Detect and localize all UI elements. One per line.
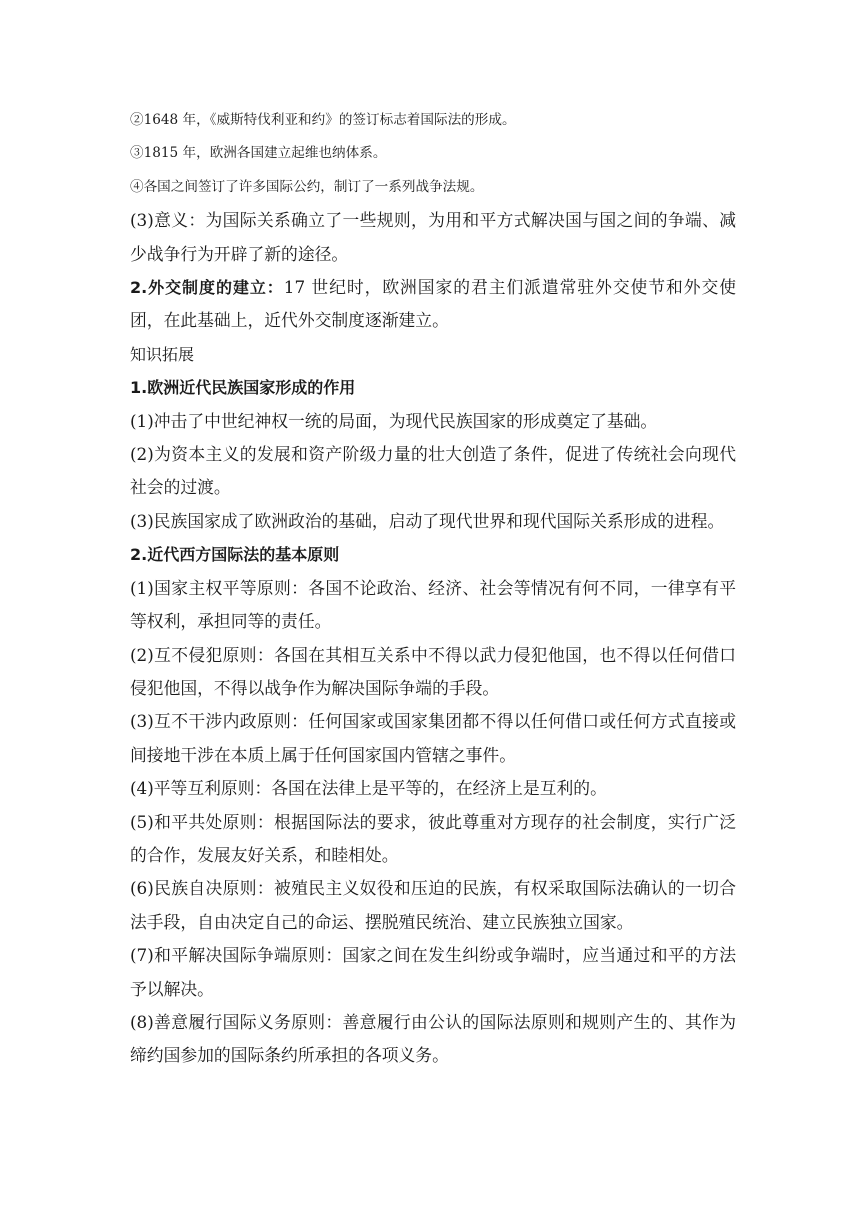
section-knowledge-extension: 知识拓展 bbox=[130, 344, 195, 364]
diplomacy-heading: 2.外交制度的建立： bbox=[130, 278, 284, 298]
point-3: (3)民族国家成了欧洲政治的基础，启动了现代世界和现代国际关系形成的进程。 bbox=[130, 510, 725, 531]
principle-6: (6)民族自决原则：被殖民主义奴役和压迫的民族，有权采取国际法确认的一切合法手段，自由决定自己的命运、摆脱殖民统治、建立民族独立国家。 bbox=[130, 878, 736, 932]
item-3-vienna-system: ③1815 年，欧洲各国建立起维也纳体系。 bbox=[130, 145, 387, 162]
significance-paragraph: (3)意义：为国际关系确立了一些规则，为用和平方式解决国与国之间的争端、减少战争行为开辟了新的途径。 bbox=[130, 210, 736, 264]
principle-5: (5)和平共处原则：根据国际法的要求，彼此尊重对方现存的社会制度，实行广泛的合作，发展友好关系，和睦相处。 bbox=[130, 811, 736, 865]
principle-7: (7)和平解决国际争端原则：国家之间在发生纠纷或争端时，应当通过和平的方法予以解决。 bbox=[130, 945, 736, 999]
document-page bbox=[130, 104, 736, 1073]
principle-8: (8)善意履行国际义务原则：善意履行由公认的国际法原则和规则产生的、其作为缔约国参加的国际条约所承担的各项义务。 bbox=[130, 1011, 736, 1066]
diplomacy-text: 17 世纪时，欧洲国家的君主们派遣常驻外交使节和外交使团，在此基础上，近代外交制度逐渐建立。 bbox=[130, 277, 736, 331]
principle-4: (4)平等互利原则：各国在法律上是平等的，在经济上是互利的。 bbox=[130, 778, 607, 799]
principle-3: (3)互不干涉内政原则：任何国家或国家集团都不得以任何借口或任何方式直接或间接地干涉在本质上属于任何国家国内管辖之事件。 bbox=[130, 711, 736, 765]
heading-intl-law-principles: 2.近代西方国际法的基本原则 bbox=[130, 545, 340, 565]
point-2: (2)为资本主义的发展和资产阶级力量的壮大创造了条件，促进了传统社会向现代社会的过渡。 bbox=[130, 444, 736, 498]
heading-nation-state-role: 1.欧洲近代民族国家形成的作用 bbox=[130, 378, 356, 398]
item-4-conventions: ④各国之间签订了许多国际公约，制订了一系列战争法规。 bbox=[130, 178, 484, 195]
principle-1: (1)国家主权平等原则：各国不论政治、经济、社会等情况有何不同，一律享有平等权利，承担同等的责任。 bbox=[130, 577, 736, 632]
diplomacy-paragraph bbox=[130, 271, 736, 338]
item-2-westphalia: ②1648 年，《威斯特伐利亚和约》的签订标志着国际法的形成。 bbox=[130, 112, 516, 128]
principle-2: (2)互不侵犯原则：各国在其相互关系中不得以武力侵犯他国，也不得以任何借口侵犯他国，不得以战争作为解决国际争端的手段。 bbox=[130, 644, 736, 698]
point-1: (1)冲击了中世纪神权一统的局面，为现代民族国家的形成奠定了基础。 bbox=[130, 410, 658, 431]
